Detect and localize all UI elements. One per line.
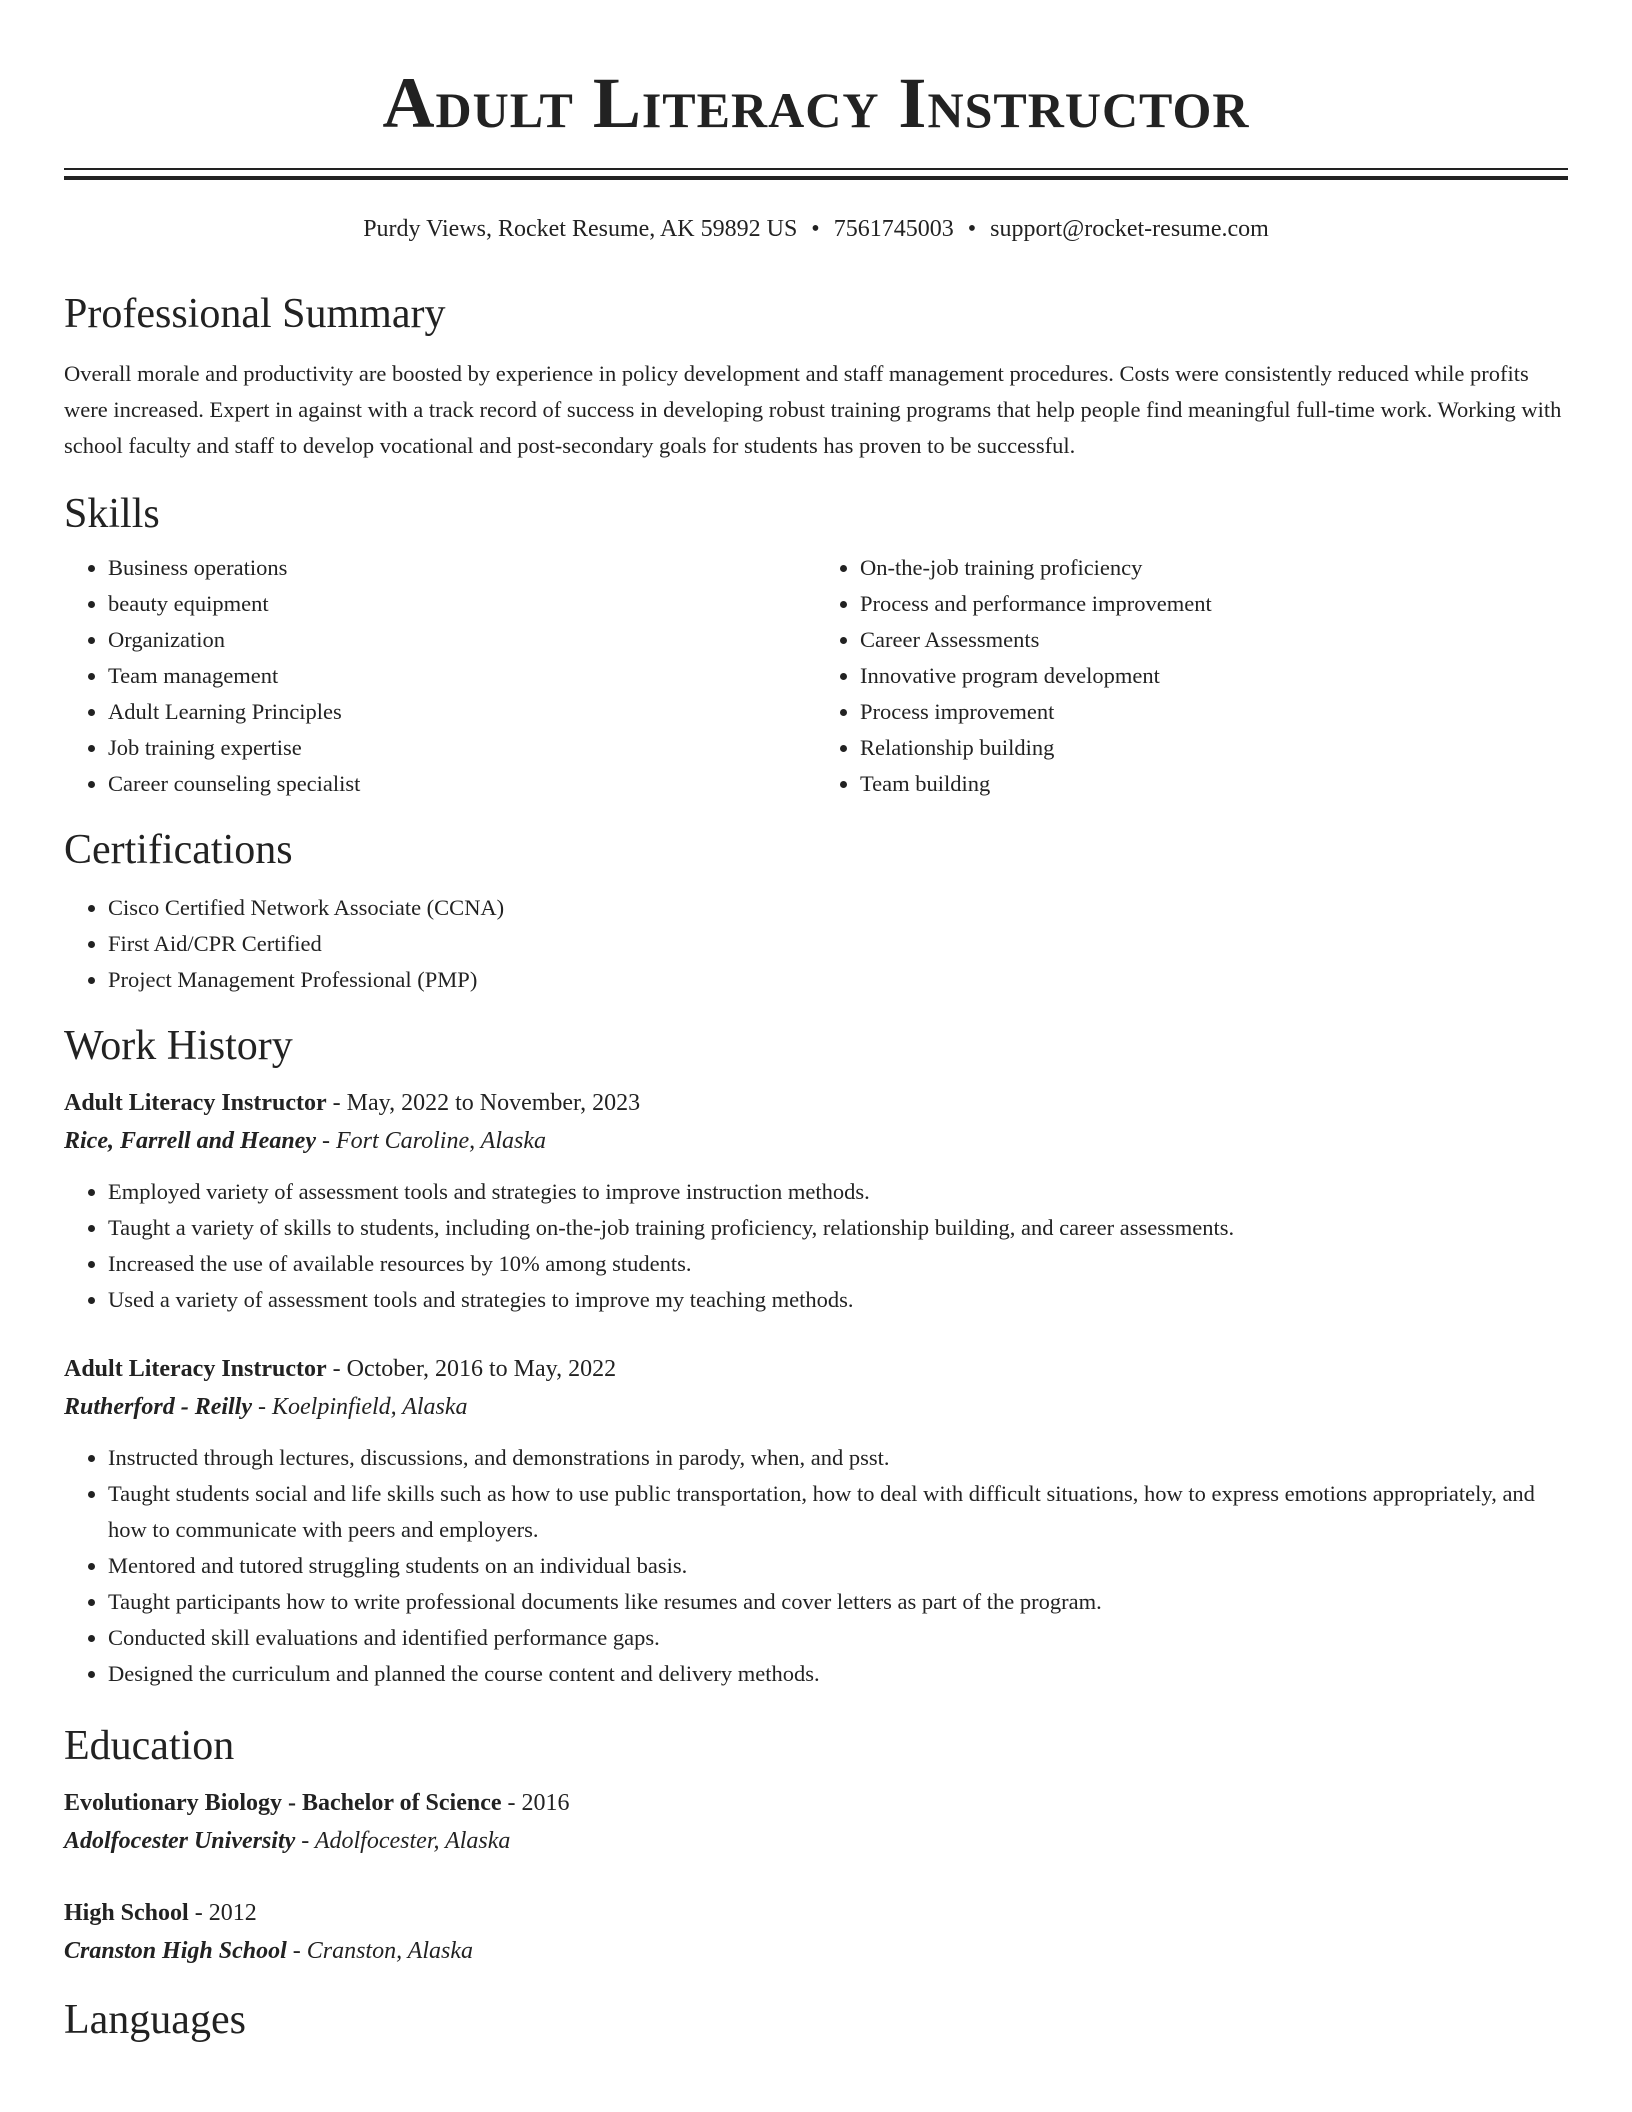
job-bullet: • Taught a variety of skills to students, including on-the-job training proficiency, relationship building, and career assessments. [108,1210,1568,1246]
education-year: - 2012 [188,1900,257,1926]
skill-item: • Innovative program development [860,658,1568,694]
resume-page [64,0,1568,2046]
education-school: Adolfocester University [64,1828,296,1854]
job-bullet: • Conducted skill evaluations and identified performance gaps. [108,1620,1568,1656]
contact-email[interactable]: support@rocket-resume.com [990,216,1269,242]
skill-item: • Adult Learning Principles [108,694,816,730]
contact-address: Purdy Views, Rocket Resume, AK 59892 US [363,216,798,242]
certification-item: • Project Management Professional (PMP) [108,962,1568,998]
skills-list-right [816,550,1568,802]
education-degree: Evolutionary Biology - Bachelor of Science [64,1790,502,1816]
education-header [64,1784,1568,1822]
skill-item: • Team management [108,658,816,694]
skill-item: • Process improvement [860,694,1568,730]
job-title: Adult Literacy Instructor [64,1090,327,1116]
skill-item: • Career counseling specialist [108,766,816,802]
certification-item: • Cisco Certified Network Associate (CCNA) [108,890,1568,926]
job-header [64,1084,1568,1122]
certifications-list [64,890,1568,998]
skills-heading: Skills [64,491,160,537]
job-dates: - October, 2016 to May, 2022 [326,1356,617,1382]
work-history-heading: Work History [64,1023,293,1069]
education-school-line [64,1822,1568,1860]
skills-columns [64,550,1568,802]
contact-phone: 7561745003 [833,216,954,242]
job-entry [64,1350,1568,1692]
job-bullets [64,1174,1568,1318]
job-bullet: • Designed the curriculum and planned the course content and delivery methods. [108,1656,1568,1692]
job-company: Rice, Farrell and Heaney [64,1128,316,1154]
job-employer [64,1388,1568,1426]
job-location: - Koelpinfield, Alaska [252,1394,468,1420]
education-header [64,1894,1568,1932]
skills-list-left [64,550,816,802]
job-bullet: • Taught participants how to write professional documents like resumes and cover letters as part of the program. [108,1584,1568,1620]
job-employer [64,1122,1568,1160]
job-bullet: • Mentored and tutored struggling students on an individual basis. [108,1548,1568,1584]
job-bullet: • Used a variety of assessment tools and strategies to improve my teaching methods. [108,1282,1568,1318]
job-bullets [64,1440,1568,1692]
skill-item: • Career Assessments [860,622,1568,658]
education-school: Cranston High School [64,1938,287,1964]
education-year: - 2016 [501,1790,570,1816]
contact-separator: • [967,216,977,242]
skill-item: • Job training expertise [108,730,816,766]
skill-item: • Business operations [108,550,816,586]
job-company: Rutherford - Reilly [64,1394,253,1420]
education-school-line [64,1932,1568,1970]
resume-title: Adult Literacy Instructor [382,63,1250,143]
education-location: - Adolfocester, Alaska [295,1828,511,1854]
education-entry [64,1894,1568,1970]
skill-item: • beauty equipment [108,586,816,622]
skill-item: • On-the-job training proficiency [860,550,1568,586]
job-location: - Fort Caroline, Alaska [315,1128,546,1154]
job-entry [64,1084,1568,1318]
languages-heading: Languages [64,1997,246,2043]
summary-heading: Professional Summary [64,291,446,337]
certifications-heading: Certifications [64,827,293,873]
job-bullet: • Increased the use of available resources by 10% among students. [108,1246,1568,1282]
job-bullet: • Instructed through lectures, discussions, and demonstrations in parody, when, and psst. [108,1440,1568,1476]
job-header [64,1350,1568,1388]
contact-line [64,214,1568,244]
summary-text: Overall morale and productivity are boosted by experience in policy development and staff management procedures. Costs were consistently reduced while profits were increased. Expert in against with a track record of success in developing robust training programs that help people find meaningful full-time work. Working with school faculty and staff to develop vocational and post-secondary goals for students has proven to be successful. [64,361,1562,458]
education-heading: Education [64,1723,235,1769]
education-location: - Cranston, Alaska [286,1938,473,1964]
title-divider-thick [64,176,1568,180]
skill-item: • Team building [860,766,1568,802]
education-degree: High School [64,1900,189,1926]
job-dates: - May, 2022 to November, 2023 [326,1090,641,1116]
job-bullet: • Taught students social and life skills such as how to use public transportation, how to deal with difficult situations, how to express emotions appropriately, and how to communicate with peers and employers. [108,1476,1568,1548]
skill-item: • Relationship building [860,730,1568,766]
certification-item: • First Aid/CPR Certified [108,926,1568,962]
job-title: Adult Literacy Instructor [64,1356,327,1382]
job-bullet: • Employed variety of assessment tools and strategies to improve instruction methods. [108,1174,1568,1210]
skill-item: • Organization [108,622,816,658]
title-divider-thin [64,168,1568,170]
skill-item: • Process and performance improvement [860,586,1568,622]
education-entry [64,1784,1568,1860]
contact-separator: • [811,216,820,242]
